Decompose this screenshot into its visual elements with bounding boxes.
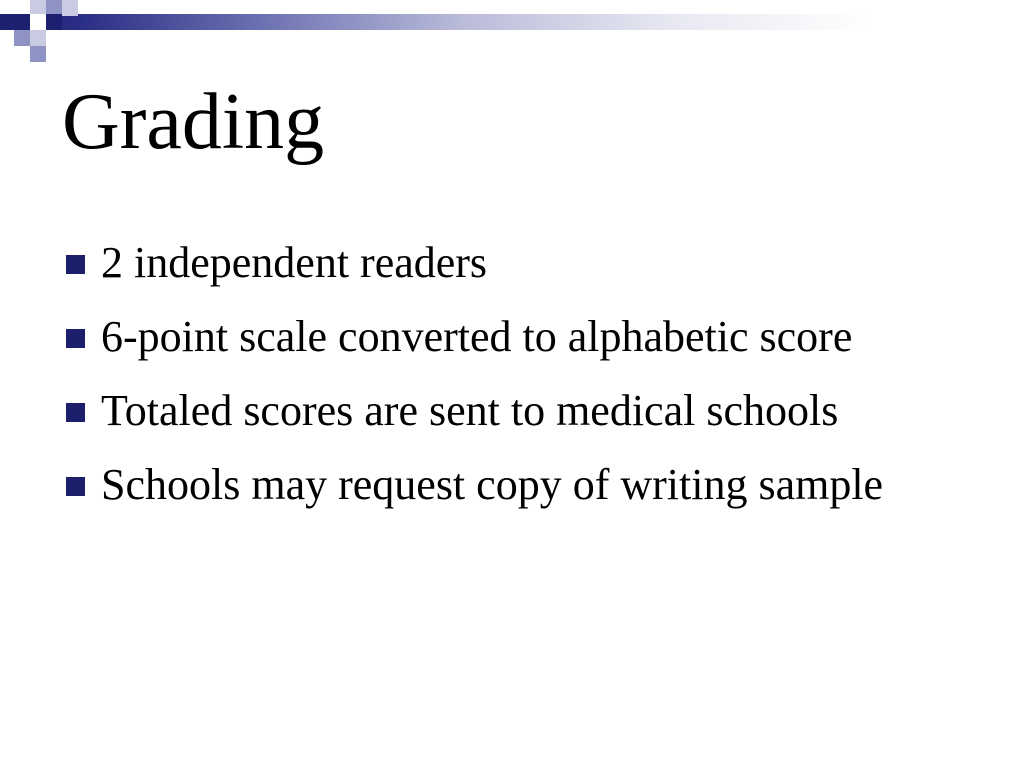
decorative-square	[30, 46, 46, 62]
bullet-item	[64, 456, 984, 514]
bullet-item	[64, 234, 984, 292]
decorative-square	[14, 30, 30, 46]
decorative-square	[14, 14, 30, 30]
square-bullet-icon	[66, 403, 85, 422]
bullet-item	[64, 382, 984, 440]
decorative-square	[62, 0, 78, 16]
bullet-text: 2 independent readers	[101, 238, 488, 287]
bullet-text: Totaled scores are sent to medical schools	[101, 386, 839, 435]
header-gradient-band	[0, 14, 1024, 30]
bullet-text: 6-point scale converted to alphabetic score	[101, 312, 853, 361]
square-bullet-icon	[66, 255, 85, 274]
square-bullet-icon	[66, 477, 85, 496]
bullet-item	[64, 308, 984, 366]
bullet-list	[64, 234, 984, 530]
slide-title: Grading	[62, 78, 325, 166]
decorative-square	[30, 30, 46, 46]
decorative-square	[30, 14, 46, 30]
square-bullet-icon	[66, 329, 85, 348]
bullet-text: Schools may request copy of writing sample	[101, 460, 884, 509]
decorative-square	[46, 14, 62, 30]
